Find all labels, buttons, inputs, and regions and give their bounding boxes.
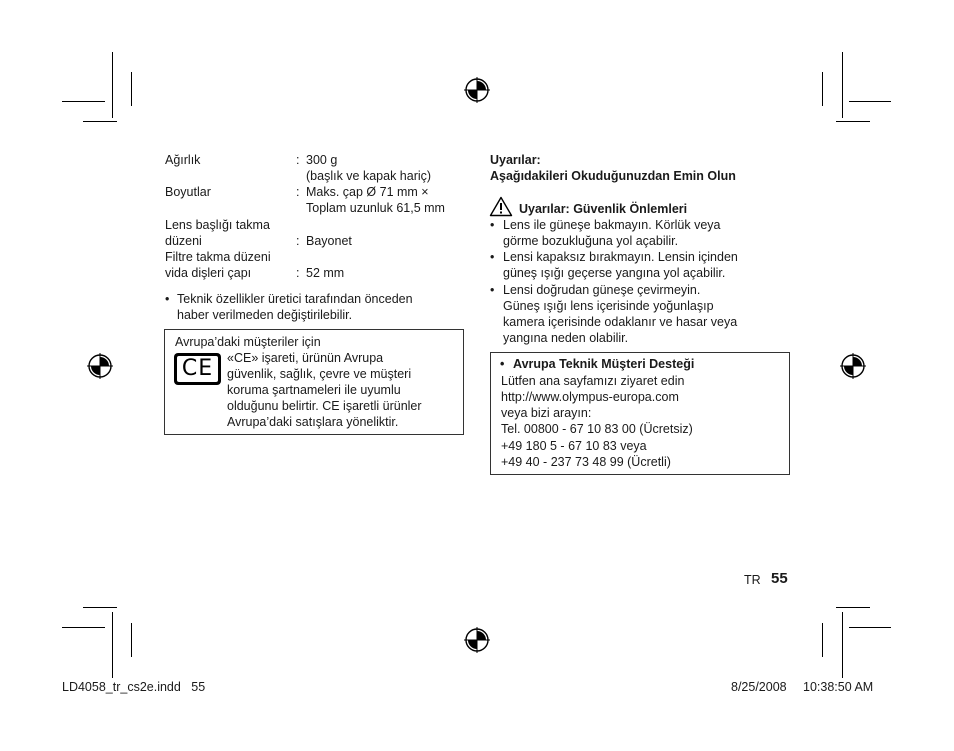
note-line: Teknik özellikler üretici tarafından önceden (177, 292, 413, 306)
note-line: haber verilmeden değiştirilebilir. (177, 308, 353, 322)
ce-mark-icon (174, 353, 221, 385)
support-url: http://www.olympus-europa.com (501, 390, 679, 404)
crop-mark (822, 623, 823, 657)
eu-box-line: güvenlik, sağlık, çevre ve müşteri (227, 367, 412, 381)
support-line: veya bizi arayın: (501, 406, 592, 420)
safety-heading: Uyarılar: Güvenlik Önlemleri (519, 202, 688, 216)
crop-mark (836, 121, 870, 122)
registration-mark-icon (86, 352, 114, 380)
support-phone: Tel. 00800 - 67 10 83 00 (Ücretsiz) (501, 422, 693, 436)
warning-line: görme bozukluğuna yol açabilir. (503, 234, 679, 248)
spec-value: Toplam uzunluk 61,5 mm (306, 201, 445, 215)
crop-mark (849, 101, 891, 102)
footer-date: 8/25/2008 (731, 680, 787, 694)
warning-line: kamera içerisinde odaklanır ve hasar veya (503, 315, 738, 329)
page-language: TR (744, 573, 761, 587)
crop-mark (62, 101, 105, 102)
spec-value: Bayonet (306, 234, 352, 248)
spec-label: Ağırlık (165, 153, 201, 167)
page-number: 55 (771, 570, 788, 587)
spec-value: 300 g (306, 153, 338, 167)
support-phone: +49 180 5 - 67 10 83 veya (501, 439, 647, 453)
registration-mark-icon (463, 76, 491, 104)
crop-mark (842, 612, 843, 678)
spec-value: (başlık ve kapak hariç) (306, 169, 432, 183)
crop-mark (131, 72, 132, 106)
registration-mark-icon (463, 626, 491, 654)
crop-mark (822, 72, 823, 106)
crop-mark (112, 612, 113, 678)
bullet: • (490, 218, 495, 232)
footer-filename: LD4058_tr_cs2e.indd 55 (62, 680, 206, 694)
footer-time: 10:38:50 AM (803, 680, 874, 694)
crop-mark (836, 607, 870, 608)
bullet: • (490, 283, 495, 297)
ce-mark-text: CE (181, 356, 214, 381)
crop-mark (842, 52, 843, 118)
crop-mark (62, 627, 105, 628)
warning-line: Lensi kapaksız bırakmayın. Lensin içinden (503, 250, 738, 264)
spec-colon: : (296, 153, 300, 167)
spec-colon: : (296, 234, 300, 248)
crop-mark (83, 607, 117, 608)
warning-line: güneş ışığı geçerse yangına yol açabilir. (503, 266, 726, 280)
support-line: Lütfen ana sayfamızı ziyaret edin (501, 374, 685, 388)
crop-mark (131, 623, 132, 657)
warnings-subtitle: Aşağıdakileri Okuduğunuzdan Emin Olun (490, 169, 736, 183)
warning-line: yangına neden olabilir. (503, 331, 629, 345)
spec-label: Boyutlar (165, 185, 211, 199)
crop-mark (112, 52, 113, 118)
spec-colon: : (296, 266, 300, 280)
crop-mark (849, 627, 891, 628)
warning-line: Güneş ışığı lens içerisinde yoğunlaşıp (503, 299, 714, 313)
support-phone: +49 40 - 237 73 48 99 (Ücretli) (501, 455, 671, 469)
spec-value: Maks. çap Ø 71 mm × (306, 185, 429, 199)
spec-label: Filtre takma düzeni (165, 250, 271, 264)
spec-value: 52 mm (306, 266, 345, 280)
spec-label: düzeni (165, 234, 202, 248)
crop-mark (83, 121, 117, 122)
warning-triangle-icon (489, 196, 513, 217)
eu-box-line: Avrupa’daki satışlara yöneliktir. (227, 415, 399, 429)
support-heading: Avrupa Teknik Müşteri Desteği (513, 357, 695, 371)
eu-box-line: koruma şartnameleri ile uyumlu (227, 383, 401, 397)
warnings-title: Uyarılar: (490, 153, 541, 167)
eu-box-heading: Avrupa’daki müşteriler için (175, 335, 321, 349)
registration-mark-icon (839, 352, 867, 380)
spec-label: vida dişleri çapı (165, 266, 252, 280)
bullet: • (165, 292, 170, 306)
bullet: • (490, 250, 495, 264)
warning-line: Lensi doğrudan güneşe çevirmeyin. (503, 283, 701, 297)
bullet: • (500, 357, 505, 371)
warning-line: Lens ile güneşe bakmayın. Körlük veya (503, 218, 721, 232)
eu-box-line: «CE» işareti, ürünün Avrupa (227, 351, 384, 365)
spec-label: Lens başlığı takma (165, 218, 270, 232)
eu-box-line: olduğunu belirtir. CE işaretli ürünler (227, 399, 422, 413)
spec-colon: : (296, 185, 300, 199)
